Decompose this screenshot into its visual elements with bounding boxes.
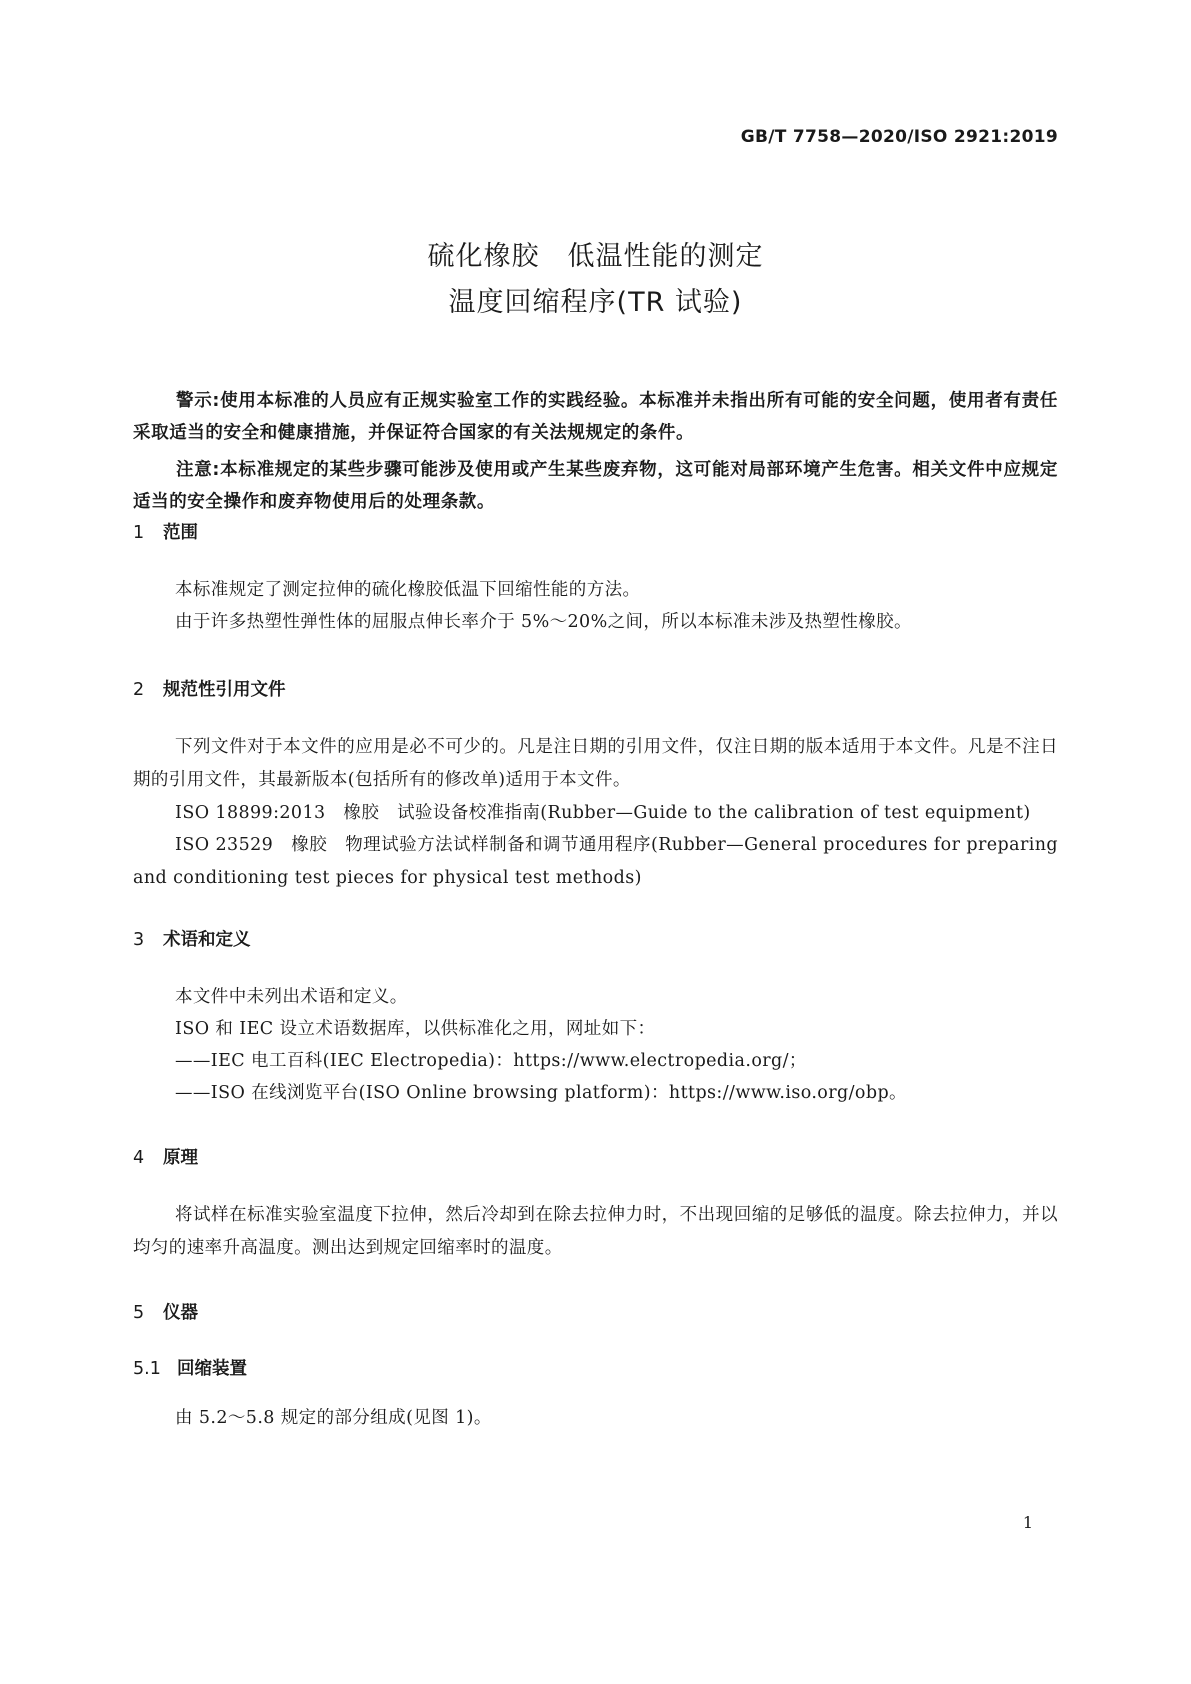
section-title: 原理 [163, 1148, 198, 1168]
title-line-1: 硫化橡胶 低温性能的测定 [427, 241, 764, 272]
section-number: 1 [133, 523, 145, 543]
section-number: 5.1 [133, 1359, 161, 1379]
section-4-heading [133, 1144, 198, 1169]
section-number: 4 [133, 1148, 145, 1168]
section-1-heading [133, 519, 198, 544]
section-5-1-heading [133, 1355, 247, 1380]
warning-paragraph: 警示:使用本标准的人员应有正规实验室工作的实践经验。本标准并未指出所有可能的安全问题，使用者有责任采取适当的安全和健康措施，并保证符合国家的有关法规规定的条件。 [133, 391, 1058, 443]
section-number: 3 [133, 930, 145, 950]
title-line-2: 温度回缩程序(TR 试验) [448, 287, 743, 318]
section-title: 规范性引用文件 [163, 680, 286, 700]
principle-paragraph: 将试样在标准实验室温度下拉伸，然后冷却到在除去拉伸力时，不出现回缩的足够低的温度。除去拉伸力，并以均匀的速率升高温度。测出达到规定回缩率时的温度。 [133, 1205, 1058, 1258]
section-title: 回缩装置 [177, 1359, 247, 1379]
section-title: 术语和定义 [163, 930, 251, 950]
section-title: 仪器 [163, 1303, 198, 1323]
section-number: 2 [133, 680, 145, 700]
references-intro: 下列文件对于本文件的应用是必不可少的。凡是注日期的引用文件，仅注日期的版本适用于本文件。凡是不注日期的引用文件，其最新版本(包括所有的修改单)适用于本文件。 [133, 737, 1058, 790]
standard-number: GB/T 7758—2020/ISO 2921:2019 [740, 127, 1058, 147]
reference-item: ISO 18899:2013 橡胶 试验设备校准指南(Rubber—Guide to the calibration of test equipment) [175, 803, 1031, 823]
terms-line: 本文件中未列出术语和定义。 [175, 987, 408, 1007]
section-3-heading [133, 926, 251, 951]
section-number: 5 [133, 1303, 145, 1323]
terms-link-electropedia: ——IEC 电工百科(IEC Electropedia)：https://www.electropedia.org/； [175, 1051, 807, 1071]
terms-line: ISO 和 IEC 设立术语数据库，以供标准化之用，网址如下： [175, 1019, 656, 1039]
section-5-1-paragraph: 由 5.2～5.8 规定的部分组成(见图 1)。 [175, 1408, 492, 1428]
reference-item: ISO 23529 橡胶 物理试验方法试样制备和调节通用程序(Rubber—General procedures for preparing and conditioning test pieces for physical test methods) [133, 835, 1058, 888]
page-number: 1 [1022, 1513, 1033, 1532]
terms-link-iso-obp: ——ISO 在线浏览平台(ISO Online browsing platform)：https://www.iso.org/obp。 [175, 1083, 907, 1103]
scope-paragraph-2: 由于许多热塑性弹性体的屈服点伸长率介于 5%～20%之间，所以本标准未涉及热塑性橡胶。 [175, 612, 912, 632]
section-title: 范围 [163, 523, 198, 543]
caution-paragraph: 注意:本标准规定的某些步骤可能涉及使用或产生某些废弃物，这可能对局部环境产生危害。相关文件中应规定适当的安全操作和废弃物使用后的处理条款。 [133, 460, 1058, 512]
section-5-heading [133, 1299, 198, 1324]
section-2-heading [133, 676, 286, 701]
scope-paragraph-1: 本标准规定了测定拉伸的硫化橡胶低温下回缩性能的方法。 [175, 580, 641, 600]
